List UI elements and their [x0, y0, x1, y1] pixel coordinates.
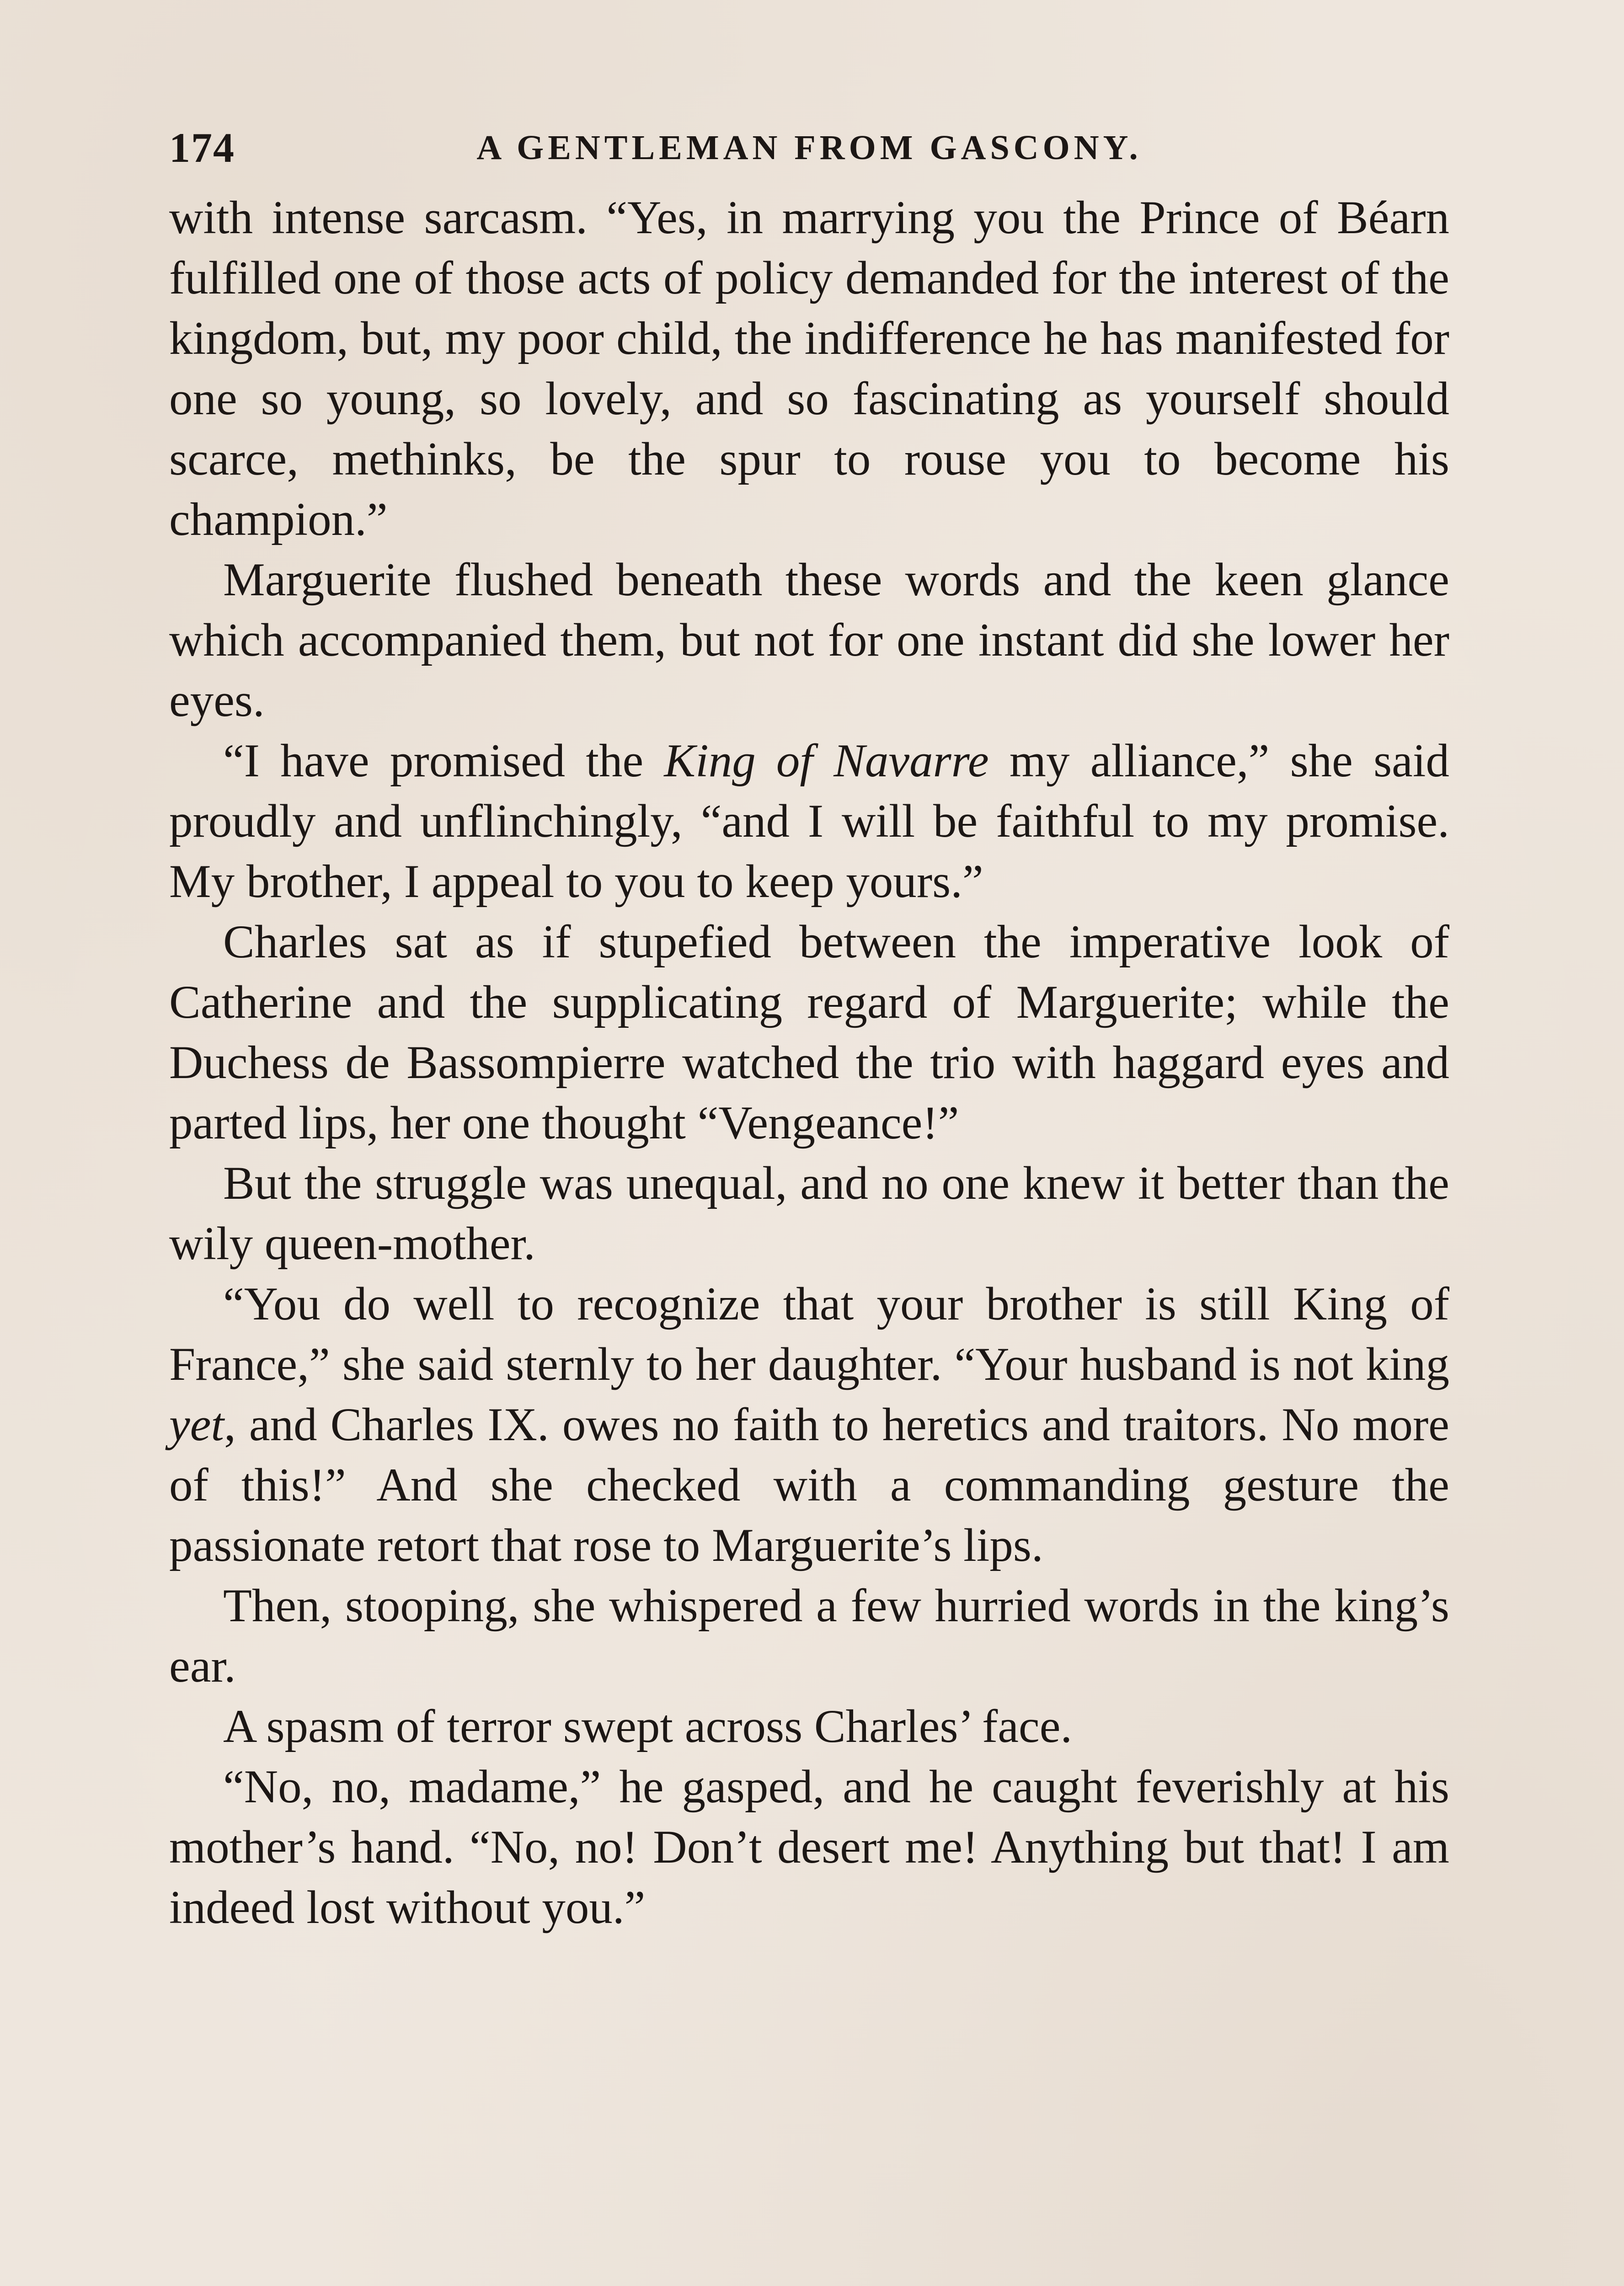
paragraph-text: “I have promised the — [223, 735, 664, 787]
paragraph — [169, 550, 1449, 731]
paragraph-text: A spasm of terror swept across Charles’ face. — [223, 1700, 1073, 1752]
paragraph-text: But the struggle was unequal, and no one knew it better than the wily queen-mother. — [169, 1157, 1449, 1270]
paragraph-text: with intense sarcasm. “Yes, in marrying you the Prince of Béarn fulfilled one of those acts of policy demanded for the interest of the kingdom, but, my poor child, the indifference he has manifested for one so young, so lovely, and so fascinating as yourself should scarce, methinks, be the spur to rouse you to become his champion.” — [169, 192, 1449, 545]
paragraph — [169, 187, 1449, 550]
paragraph — [169, 731, 1449, 912]
paragraph — [169, 1757, 1449, 1938]
paragraph-text: Marguerite flushed beneath these words and the keen glance which accompanied them, but not for one instant did she lower her eyes. — [169, 554, 1449, 726]
running-title: A GENTLEMAN FROM GASCONY. — [476, 128, 1142, 167]
paragraph — [169, 1274, 1449, 1576]
paragraph-text: Then, stooping, she whispered a few hurried words in the king’s ear. — [169, 1580, 1449, 1692]
paragraph — [169, 912, 1449, 1153]
paragraph-text: “You do well to recognize that your brother is still King of France,” she said sternly to her daughter. “Your husband is not king — [169, 1278, 1449, 1390]
paragraph-text: my alliance,” she said proudly and unflinchingly, “and I will be faithful to my promise. My brother, I appeal to you to keep yours.” — [169, 735, 1449, 908]
paragraph-text: “No, no, madame,” he gasped, and he caught feverishly at his mother’s hand. “No, no! Don’t desert me! Anything but that! I am indeed lost without you.” — [169, 1761, 1449, 1933]
body-text — [169, 187, 1449, 1938]
paragraph — [169, 1153, 1449, 1274]
page-number: 174 — [169, 124, 235, 171]
book-page — [169, 110, 1449, 1938]
running-head — [169, 110, 1449, 187]
paragraph-text: Charles sat as if stupefied between the imperative look of Catherine and the supplicating regard of Marguerite; while the Duchess de Bassompierre watched the trio with haggard eyes and parted lips, her one thought “Vengeance!” — [169, 916, 1449, 1149]
italic-text: King of Navarre — [664, 735, 989, 787]
paragraph — [169, 1576, 1449, 1696]
paragraph-text: , and Charles IX. owes no faith to heretics and traitors. No more of this!” And she checked with a commanding gesture the passionate retort that rose to Marguerite’s lips. — [169, 1399, 1449, 1571]
italic-text: yet — [169, 1399, 224, 1451]
paragraph — [169, 1696, 1449, 1757]
